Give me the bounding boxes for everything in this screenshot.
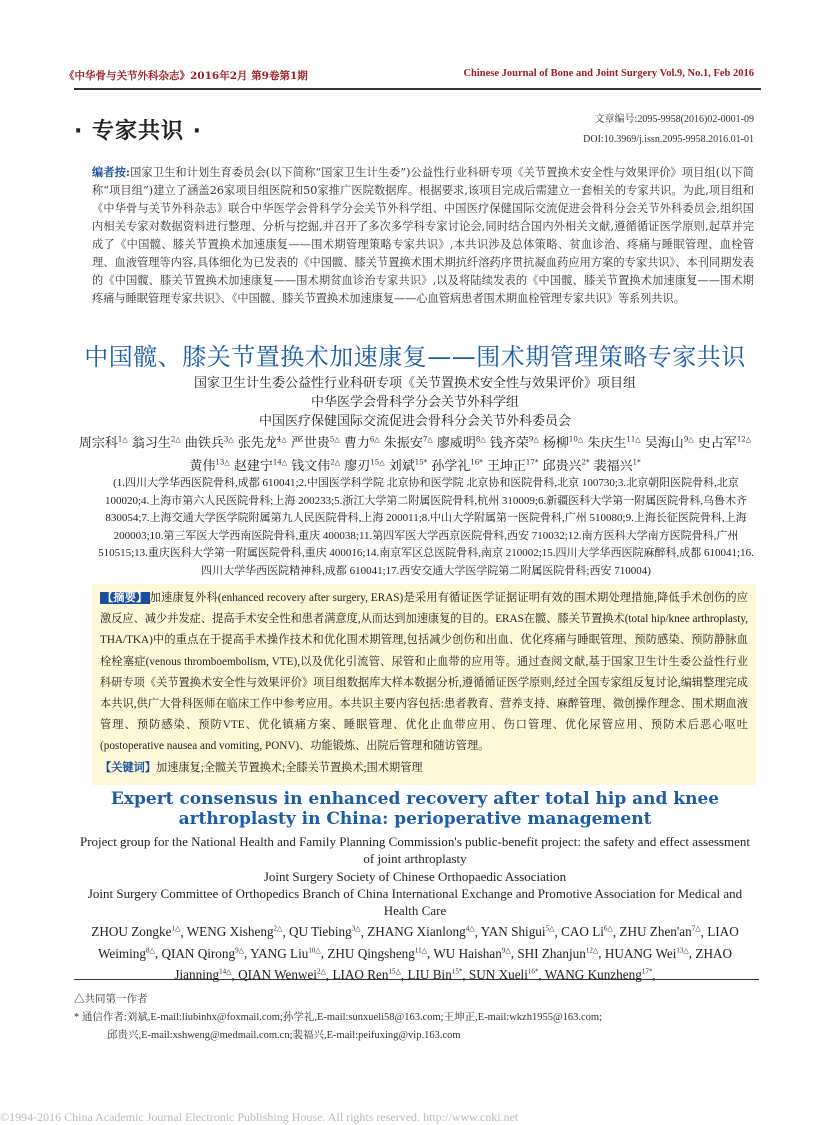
- author: WENG Xisheng$^{2\triangle}$: [186, 924, 283, 940]
- author: ZHU Qingsheng$^{11\triangle}$: [327, 945, 427, 961]
- author-affiliation-mark: 6△: [369, 436, 380, 444]
- author: 王坤正$^{17*}$: [486, 458, 539, 474]
- groups-cn: [74, 374, 756, 431]
- journal-header-cn: 《中华骨与关节外科杂志》2016年2月 第9卷第1期: [64, 70, 308, 82]
- author: 钱文伟$^{2\triangle}$: [291, 458, 341, 474]
- author: 孙学礼$^{16*}$: [431, 458, 483, 474]
- author: CAO $Li^{6\triangle}$: [561, 924, 613, 940]
- author-affiliation-mark: 2△: [316, 967, 326, 976]
- author: 黄伟$^{13\triangle}$: [189, 458, 230, 474]
- author: ZHU $Zhen'an^{7\triangle}$: [619, 924, 701, 940]
- author: 史占军$^{12\triangle}$: [697, 436, 752, 452]
- journal-header-en: Chinese Journal of Bone and Joint Surgery Vol.9, No.1, Feb 2016: [463, 68, 754, 79]
- author: HUANG Wei$^{13\triangle}$: [604, 945, 689, 961]
- author-affiliation-mark: 16*: [527, 967, 539, 976]
- author: 裴福兴$^{1*}$: [593, 458, 641, 474]
- author-affiliation-mark: 4△: [276, 436, 287, 444]
- abstract-box: [92, 584, 756, 785]
- group-en-2: Joint Surgery Society of Chinese Orthopaedic Association: [263, 868, 567, 884]
- author-affiliation-mark: 5△: [329, 436, 340, 444]
- groups-en: [74, 833, 756, 919]
- author-affiliation-mark: 2*: [581, 458, 590, 467]
- author-affiliation-mark: 15△: [388, 967, 401, 976]
- doi: DOI:10.3969/j.issn.2095-9958.2016.01-01: [583, 134, 754, 145]
- author: ZHOU Zongke$^{1\triangle}$: [91, 924, 181, 940]
- author-affiliation-mark: 14△: [219, 967, 232, 976]
- author-affiliation-mark: 15*: [414, 458, 428, 467]
- page-title-en: Expert consensus in enhanced recovery after total hip and knee arthroplasty in China: perioperative management: [110, 789, 720, 829]
- keywords-label: 【关键词】: [100, 761, 156, 774]
- author: 朱振安$^{7\triangle}$: [383, 436, 433, 452]
- author: 朱庆生$^{11\triangle}$: [587, 436, 641, 452]
- author: LIAO Weiming$^{8\triangle}$: [97, 924, 739, 961]
- author: 刘斌$^{15*}$: [388, 458, 428, 474]
- author: 赵建宁$^{14\triangle}$: [233, 458, 288, 474]
- article-number: 文章编号:2095-9958(2016)02-0001-09: [594, 114, 754, 125]
- author: 吴海山$^{9\triangle}$: [644, 436, 694, 452]
- author: SHI Zhanjun$^{12\triangle}$: [517, 945, 599, 961]
- author: 严世贵$^{5\triangle}$: [290, 436, 340, 452]
- author: 钱齐荣$^{9\triangle}$: [489, 436, 539, 452]
- authors-en: ZHOU Zongke$^{1\triangle}$, WENG Xisheng$^{2\triangle}$, QU Tiebing$^{3\triangle}$, ZHANG Xianlong$^{4\triangle}$, YAN Shigui$^{5\triangle}$, CAO $Li^{6\triangle}$, ZHU $Zhen'an^{7\triangle}$, LIAO Weiming$^{8\triangle}$, QIAN Qirong$^{9\triangle}$, YANG Liu$^{10\triangle}$, ZHU Qingsheng$^{11\triangle}$, WU Haishan$^{9\triangle}$, SHI Zhanjun$^{12\triangle}$, HUANG Wei$^{13\triangle}$, ZHAO Jianning$^{14\triangle}$, QIAN Wenwei$^{2\triangle}$, LIAO Ren$^{15\triangle}$, LIU Bin$^{15*}$, SUN Xueli$^{16*}$, WANG Kunzheng$^{17*}$,: [91, 924, 739, 983]
- author: QIAN Qirong$^{9\triangle}$: [161, 945, 244, 961]
- author-affiliation-mark: 11△: [414, 946, 427, 955]
- author-affiliation-mark: 16*: [470, 458, 483, 467]
- author-affiliation-mark: 1△: [171, 925, 181, 933]
- page-title-cn: 中国髋、膝关节置换术加速康复——围术期管理策略专家共识: [84, 343, 746, 371]
- author-affiliation-mark: 5△: [545, 925, 555, 933]
- author: YAN Shigui$^{5\triangle}$: [480, 924, 555, 940]
- abstract-label: 【摘要】: [102, 592, 148, 604]
- author: 曲铁兵$^{3\triangle}$: [184, 436, 234, 452]
- author-affiliation-mark: 9△: [501, 946, 511, 955]
- author-affiliation-mark: 3△: [223, 436, 234, 444]
- author: 邱贵兴$^{2*}$: [542, 458, 590, 474]
- author: WU Haishan$^{9\triangle}$: [433, 945, 511, 961]
- author-affiliation-mark: 14△: [272, 458, 288, 467]
- author: YANG Liu$^{10\triangle}$: [250, 945, 321, 961]
- author-affiliation-mark: 4△: [465, 925, 475, 933]
- author: WANG Kunzheng$^{17*}$: [544, 967, 653, 983]
- author-affiliation-mark: 17*: [525, 458, 539, 467]
- section-tag: · 专家共识 ·: [74, 119, 203, 144]
- author-affiliation-mark: 9△: [528, 436, 539, 444]
- author-affiliation-mark: 15△: [370, 458, 385, 467]
- author-affiliation-mark: 1△: [117, 436, 128, 444]
- authors-cn: [74, 431, 756, 476]
- corresponding-author-note: * 通信作者:刘斌,E-mail:liubinhx@foxmail.com;孙学礼,E-mail:sunxueli58@163.com;王坤正,E-mail:wkzh1955@163.com;: [74, 1012, 602, 1023]
- keywords: [100, 758, 748, 779]
- author: 杨柳$^{10\triangle}$: [542, 436, 584, 452]
- author: LIAO Ren$^{15\triangle}$: [332, 967, 401, 983]
- author-affiliation-mark: 17*: [641, 967, 653, 976]
- footnotes: [74, 991, 764, 1045]
- author-affiliation-mark: 7△: [691, 925, 701, 933]
- author: ZHAO Jianning$^{14\triangle}$: [174, 945, 733, 983]
- author-affiliation-mark: 6△: [603, 925, 613, 933]
- author-affiliation-mark: 13△: [676, 946, 689, 955]
- author-affiliation-mark: 8△: [475, 436, 486, 444]
- author: 张先龙$^{4\triangle}$: [237, 436, 287, 452]
- author-affiliation-mark: 2△: [170, 436, 181, 444]
- author-affiliation-mark: 2△: [330, 458, 341, 467]
- author-affiliation-mark: 9△: [683, 436, 694, 444]
- author-affiliation-mark: 2△: [273, 925, 283, 933]
- header-divider: [74, 88, 761, 90]
- author-affiliation-mark: 13△: [215, 458, 230, 467]
- corresponding-author-note-cont: 邱贵兴,E-mail:xshweng@medmail.com.cn;裴福兴,E-mail:peifuxing@vip.163.com: [107, 1030, 461, 1041]
- author-affiliation-mark: 3△: [351, 925, 361, 933]
- author: SUN Xueli$^{16*}$: [468, 967, 539, 983]
- abstract-text: 加速康复外科(enhanced recovery after surgery, ERAS)是采用有循证医学证据证明有效的围术期处理措施,降低手术创伤的应激反应、减少并发症、提高手术安全性和患者满意度,从而达到加速康复的目的。ERAS在髋、膝关节置换术(total hip/knee arthroplasty, THA/TKA)中的重点在于提高手术操作技术和优化围术期管理,包括减少创伤和出血、优化疼痛与睡眠管理、预防感染、预防静脉血栓栓塞症(venous thromboembolism, VTE),以及优化引流管、尿管和止血带的应用等。通过查阅文献,基于国家卫生计生委公益性行业科研专项《关节置换术安全性与效果评价》项目组数据库大样本数据分析,遵循循证医学原则,经过全国专家组反复讨论,编辑整理完成本共识,供广大骨科医师在临床工作中参考应用。本共识主要内容包括:患者教育、营养支持、麻醉管理、微创操作理念、围术期血液管理、预防感染、预防VTE、优化镇痛方案、睡眠管理、优化止血带应用、伤口管理、优化尿管应用、预防术后恶心呕吐(postoperative nausea and vomiting, PONV)、功能锻炼、出院后管理和随访管理。: [100, 592, 748, 753]
- group-cn-2: 中华医学会骨科学分会关节外科学组: [310, 395, 519, 410]
- author-affiliation-mark: 12△: [585, 946, 599, 955]
- author-affiliation-mark: 12△: [736, 436, 752, 444]
- author: 曹力$^{6\triangle}$: [343, 436, 380, 452]
- author: 廖刃$^{15\triangle}$: [344, 458, 385, 474]
- author: QU Tiebing$^{3\triangle}$: [289, 924, 361, 940]
- author: ZHANG Xianlong$^{4\triangle}$: [367, 924, 475, 940]
- author-affiliation-mark: 15*: [451, 967, 463, 976]
- editor-note-text: 国家卫生和计划生育委员会(以下简称“国家卫生计生委”)公益性行业科研专项《关节置换术安全性与效果评价》项目组(以下简称“项目组”)建立了涵盖26家项目组医院和50家推广医院数据库。根据要求,该项目完成后需建立一套相关的专家共识。为此,项目组和《中华骨与关节外科杂志》联合中华医学会骨科学分会关节外科学组、中国医疗保健国际交流促进会骨科分会关节外科委员会,组织国内相关专家对数据资料进行整理、分析与挖掘,并召开了多次多学科专家讨论会,同时结合国内外相关文献,遵循循证医学原则,起草并完成了《中国髋、膝关节置换术加速康复——围术期管理策略专家共识》,本共识涉及总体策略、贫血诊治、疼痛与睡眠管理、血栓管理、血液管理等内容,具体细化为已发表的《中国髋、膝关节置换术围术期抗纤溶药序贯抗凝血药应用方案的专家共识》、本刊同期发表的《中国髋、膝关节置换术加速康复——围术期贫血诊治专家共识》,以及将陆续发表的《中国髋、膝关节置换术加速康复——围术期疼痛与睡眠管理专家共识》、《中国髋、膝关节置换术加速康复——心血管病患者围术期血栓管理专家共识》等系列共识。: [92, 166, 754, 305]
- group-en-1: Project group for the National Health and Family Planning Commission's public-benefit project: the safety and effect assessment of joint arthroplasty: [79, 834, 750, 867]
- author-affiliation-mark: 8△: [145, 946, 155, 955]
- editor-note: [92, 163, 754, 308]
- author: 翁习生$^{2\triangle}$: [131, 436, 181, 452]
- affiliations: (1.四川大学华西医院骨科,成都 610041;2.中国医学科学院 北京协和医学院 北京协和医院骨科,北京 100730;3.北京朝阳医院骨科,北京 100020;4.上海市第六人民医院骨科;上海 200233;5.浙江大学第二附属医院骨科,杭州 310009;6.新疆医科大学第一附属医院骨科,乌鲁木齐 830054;7.上海交通大学医学院附属第九人民医院骨科,上海 200011;8.中山大学附属第一医院骨科,广州 510080;9.上海长征医院骨科,上海 200003;10.第三军医大学西南医院骨科,重庆 400038;11.第四军医大学西京医院骨科,西安 710032;12.南方医科大学南方医院骨科,广州 510515;13.重庆医科大学第一附属医院骨科,重庆 400016;14.南京军区总医院骨科,南京 210002;15.四川大学华西医院麻醉科,成都 610041;16.四川大学华西医院精神科,成都 610041;17.西安交通大学医学院第二附属医院骨科;西安 710004): [98, 477, 754, 577]
- author: LIU Bin$^{15*}$: [407, 967, 463, 983]
- author: QIAN Wenwei$^{2\triangle}$: [238, 967, 326, 983]
- keywords-text: 加速康复;全髋关节置换术;全膝关节置换术;围术期管理: [155, 761, 423, 774]
- footnote-divider: [74, 979, 759, 980]
- author-affiliation-mark: 10△: [308, 946, 321, 955]
- group-cn-1: 国家卫生计生委公益性行业科研专项《关节置换术安全性与效果评价》项目组: [193, 376, 636, 391]
- author-affiliation-mark: 11△: [626, 436, 641, 444]
- author-affiliation-mark: 7△: [422, 436, 433, 444]
- author-affiliation-mark: 10△: [568, 436, 584, 444]
- copyright-notice: ©1994-2016 China Academic Journal Electronic Publishing House. All rights reserved. http://www.cnki.net: [0, 1110, 519, 1124]
- co-first-author-note: △共同第一作者: [74, 994, 148, 1005]
- author-affiliation-mark: 1*: [632, 458, 641, 467]
- abstract-body: [100, 588, 748, 758]
- author-affiliation-mark: 9△: [235, 946, 244, 955]
- group-en-3: Joint Surgery Committee of Orthopedics Branch of China International Exchange and Promotive Association for Medical and Health Care: [87, 885, 743, 919]
- author: 廖威明$^{8\triangle}$: [436, 436, 486, 452]
- group-cn-3: 中国医疗保健国际交流促进会骨科分会关节外科委员会: [258, 414, 571, 429]
- editor-note-label: 编者按:: [92, 165, 131, 179]
- author: 周宗科$^{1\triangle}$: [78, 436, 128, 452]
